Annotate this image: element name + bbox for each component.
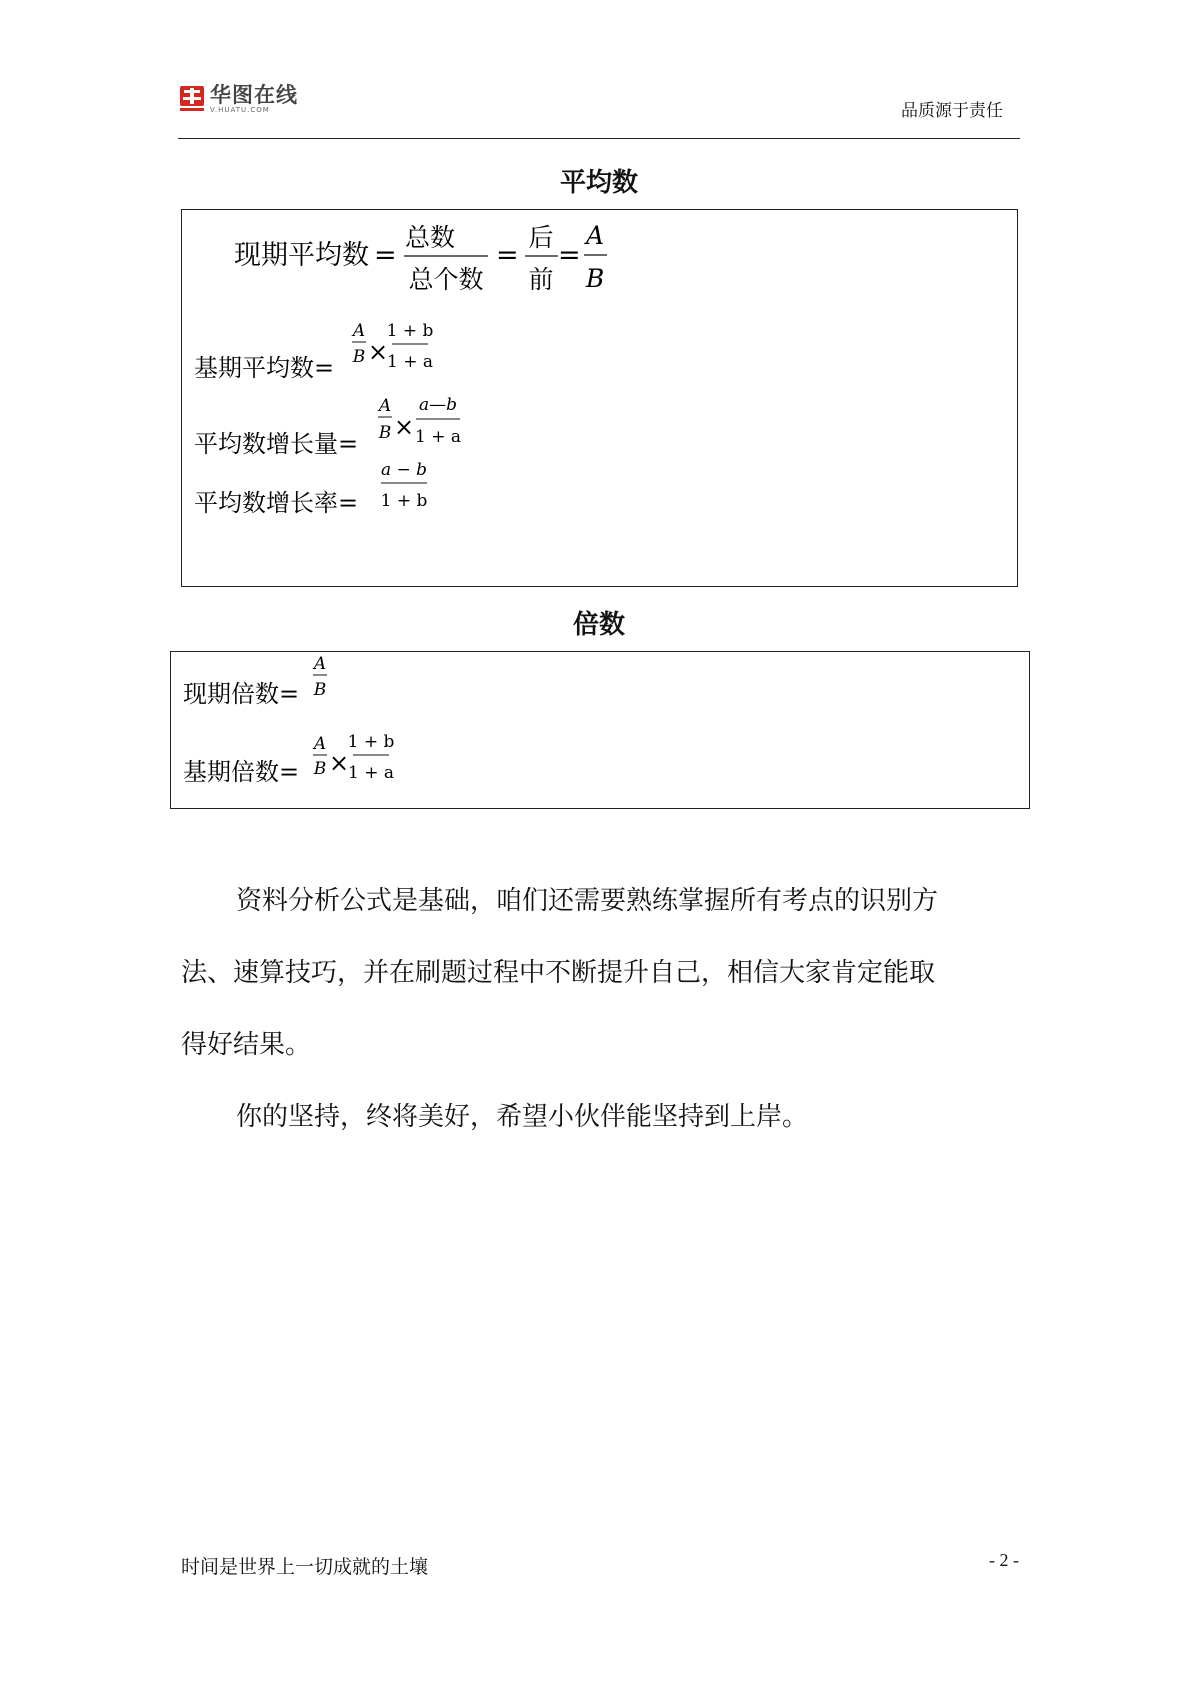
base-multiple-numerator: 1 + b bbox=[347, 732, 395, 752]
svg-text:B: B bbox=[378, 423, 392, 443]
current-average-A: A bbox=[585, 221, 605, 250]
average-growth-numerator: a—b bbox=[418, 395, 458, 415]
section-title-average: 平均数 bbox=[559, 168, 638, 198]
current-average-numerator: 总数 bbox=[404, 223, 456, 252]
section-title-multiple: 倍数 bbox=[572, 610, 625, 640]
average-growth-denominator: 1 + a bbox=[414, 427, 462, 447]
base-multiple-denominator: 1 + a bbox=[347, 763, 395, 783]
svg-text:A: A bbox=[378, 396, 392, 416]
current-average-num2: 后 bbox=[528, 223, 554, 252]
footer-motto: 时间是世界上一切成就的土壤 bbox=[181, 1556, 429, 1578]
huatu-logo-icon bbox=[180, 86, 204, 112]
average-growth-label: 平均数增长量= bbox=[194, 430, 359, 458]
multiple-formula-box bbox=[170, 651, 1030, 809]
logo-name: 华图在线 bbox=[210, 82, 298, 107]
svg-text:A: A bbox=[313, 654, 327, 674]
average-rate-label: 平均数增长率= bbox=[194, 489, 359, 517]
base-average-numerator: 1 + b bbox=[386, 321, 434, 341]
current-multiple-label: 现期倍数= bbox=[183, 680, 300, 708]
header-divider bbox=[178, 138, 1020, 139]
current-average-B: B bbox=[585, 264, 605, 293]
paragraph-1-line-2: 法、速算技巧，并在刷题过程中不断提升自己，相信大家肯定能取 bbox=[181, 958, 936, 988]
page-number: - 2 - bbox=[989, 1550, 1019, 1570]
svg-text:=: = bbox=[558, 240, 581, 271]
svg-text:B: B bbox=[313, 759, 327, 779]
base-average-label: 基期平均数= bbox=[194, 354, 335, 382]
brand-logo bbox=[180, 84, 298, 114]
svg-text:B: B bbox=[352, 347, 366, 367]
header-slogan: 品质源于责任 bbox=[901, 101, 1003, 121]
base-multiple-label: 基期倍数= bbox=[183, 758, 300, 786]
paragraph-2: 你的坚持，终将美好，希望小伙伴能坚持到上岸。 bbox=[236, 1102, 809, 1132]
average-rate-denominator: 1 + b bbox=[380, 491, 428, 511]
svg-text:A: A bbox=[352, 321, 366, 341]
current-average-denominator: 总个数 bbox=[408, 265, 484, 294]
svg-text:=: = bbox=[374, 240, 397, 271]
average-formula-box bbox=[181, 209, 1018, 587]
svg-text:=: = bbox=[496, 240, 519, 271]
logo-url: V.HUATU.COM bbox=[210, 105, 270, 114]
current-average-label: 现期平均数 bbox=[234, 240, 369, 271]
multiple-formulas bbox=[171, 652, 1029, 808]
paragraph-1-line-1: 资料分析公式是基础，咱们还需要熟练掌握所有考点的识别方 bbox=[236, 886, 939, 916]
svg-text:×: × bbox=[329, 749, 350, 777]
base-average-denominator: 1 + a bbox=[386, 352, 434, 372]
svg-text:A: A bbox=[313, 734, 327, 754]
paragraph-1-line-3: 得好结果。 bbox=[181, 1030, 312, 1060]
svg-text:B: B bbox=[313, 680, 327, 700]
current-average-den2: 前 bbox=[528, 265, 554, 294]
svg-text:×: × bbox=[368, 338, 389, 366]
average-formulas bbox=[182, 210, 1017, 586]
svg-text:×: × bbox=[394, 413, 415, 441]
average-rate-numerator: a − b bbox=[380, 460, 428, 480]
